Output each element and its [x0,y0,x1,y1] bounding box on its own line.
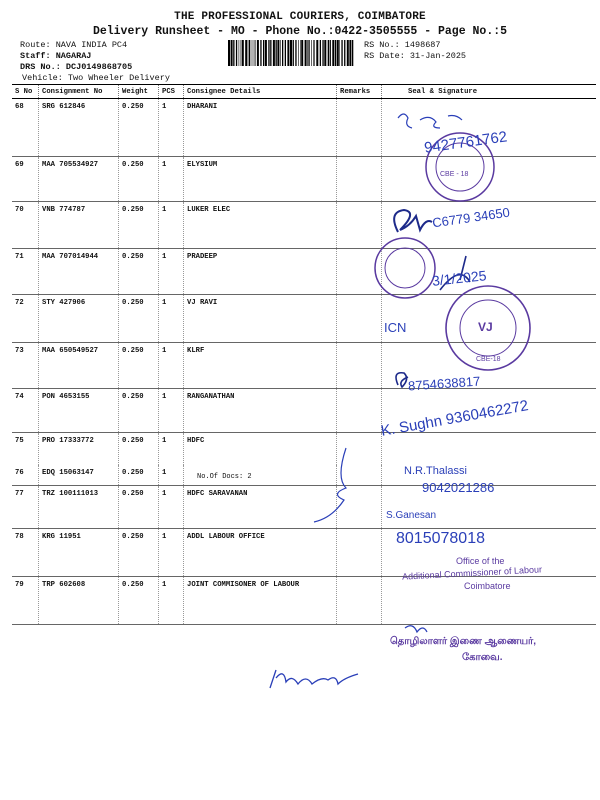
col-consignment: Consignment No [39,85,119,99]
barcode-bar [231,40,233,66]
staff-text: Staff: NAGARAJ [20,51,92,61]
cell-weight-text: 0.250 [122,468,144,477]
cell-consignee [184,295,337,343]
drs-text: DRS No.: DCJ0149868705 [20,62,133,72]
cell-signature [382,157,597,202]
cell-weight [119,343,159,389]
barcode-bar [228,40,230,66]
cell-sno [12,295,39,343]
barcode-bar [300,40,301,66]
barcode-bar [320,40,321,66]
barcode-image [228,40,355,66]
table-row [12,485,596,528]
cell-pcs [159,485,184,528]
col-pcs: PCS [159,85,184,99]
cell-consignee [184,202,337,249]
barcode-bar [233,40,234,66]
route-text: Route: NAVA INDIA PC4 [20,40,128,50]
barcode-bar [308,40,309,66]
cell-signature [382,528,597,576]
barcode-bar [273,40,275,66]
cell-remarks [337,528,382,576]
barcode-bar [293,40,294,66]
barcode-bar [305,40,307,66]
barcode-bar [263,40,264,66]
cell-remarks [337,389,382,433]
barcode-bar [313,40,314,66]
cell-consignee-text: ADDL LABOUR OFFICE [187,532,265,541]
cell-sno-text: 79 [15,580,24,589]
cell-consignment-text: PRO 17333772 [42,437,94,445]
barcode-bar [236,40,237,66]
cell-consignment-text: EDQ 15063147 [42,468,94,477]
barcode-bar [270,40,271,66]
cell-pcs [159,433,184,465]
cell-sno-text: 78 [15,532,24,541]
cell-pcs-text: 1 [162,161,167,169]
cell-signature [382,249,597,295]
cell-weight-text: 0.250 [122,347,144,355]
barcode-bar [316,40,318,66]
cell-consignment-text: TRP 602608 [42,580,86,589]
cell-pcs [159,343,184,389]
cell-weight [119,249,159,295]
cell-consignment [39,485,119,528]
col-signature: Seal & Signature [382,85,597,99]
table-row [12,433,596,465]
signature-73-number: 8754638817 [407,373,481,394]
barcode-bar [241,40,242,66]
cell-signature [382,433,597,465]
cell-weight-text: 0.250 [122,103,144,111]
cell-sno-text: 75 [15,437,24,445]
signature-77-number: 8015078018 [396,530,485,547]
cell-consignee-text: VJ RAVI [187,299,218,307]
cell-sno [12,99,39,157]
cell-consignee [184,576,337,624]
cell-weight-text: 0.250 [122,161,144,169]
barcode-bar [239,40,240,66]
cell-consignee [184,157,337,202]
cell-remarks [337,157,382,202]
cell-weight [119,465,159,486]
vehicle-text: Vehicle: Two Wheeler Delivery [22,73,170,83]
table-row [12,528,596,576]
table-row [12,465,596,486]
cell-pcs [159,465,184,486]
cell-consignment [39,528,119,576]
cell-remarks [337,295,382,343]
barcode-bar [341,40,342,66]
barcode-bar [280,40,281,66]
cell-consignee-text: ELYSIUM [187,161,218,169]
barcode-bar [290,40,292,66]
cell-consignment [39,389,119,433]
cell-consignee-text: JOINT COMMISONER OF LABOUR [187,580,300,589]
cell-consignment [39,576,119,624]
cell-sno-text: 68 [15,103,24,111]
cell-weight [119,157,159,202]
cell-sno-text: 73 [15,347,24,355]
cell-consignee [184,389,337,433]
barcode-bar [285,40,286,66]
cell-pcs-text: 1 [162,437,167,445]
cell-consignee [184,249,337,295]
barcode-bar [332,40,334,66]
barcode-bar [268,40,269,66]
barcode-bar [255,40,256,66]
cell-pcs-text: 1 [162,103,167,111]
cell-sno [12,485,39,528]
col-consignee: Consignee Details [184,85,337,99]
cell-consignment-text: SRG 612846 [42,103,86,111]
barcode-bar [260,40,261,66]
cell-pcs [159,249,184,295]
cell-consignment-text: MAA 705534927 [42,161,99,169]
table-row [12,295,596,343]
cell-sno [12,433,39,465]
cell-consignment-text: VNB 774787 [42,206,86,214]
cell-consignment [39,99,119,157]
cell-pcs-text: 1 [162,532,167,541]
cell-remarks [337,485,382,528]
barcode-bar [287,40,289,66]
barcode-bar [265,40,267,66]
cell-consignee [184,465,337,486]
barcode-bar [301,40,303,66]
labour-stamp-line1: Office of the [456,556,505,566]
company-title: THE PROFESSIONAL COURIERS, COIMBATORE [174,11,426,23]
meta-right [364,40,466,62]
cell-weight [119,202,159,249]
cell-consignee-text: RANGANATHAN [187,393,235,401]
cell-weight-text: 0.250 [122,437,144,445]
cell-weight-text: 0.250 [122,253,144,261]
cell-sno-text: 76 [15,468,24,477]
cell-weight [119,295,159,343]
barcode-bar [322,40,323,66]
cell-pcs-text: 1 [162,580,167,589]
cell-remarks [337,576,382,624]
cell-pcs [159,202,184,249]
barcode-bar [254,40,255,66]
cell-weight [119,389,159,433]
barcode-bar [242,40,244,66]
signature-69-number: 9427761762 [423,128,509,157]
cell-signature [382,465,597,486]
cell-remarks [337,343,382,389]
barcode-bar [245,40,247,66]
cell-pcs-text: 1 [162,468,167,477]
signature-76-number: 9042021286 [422,480,495,495]
cell-consignment [39,295,119,343]
barcode-bar [349,40,351,66]
cell-signature [382,343,597,389]
jcl-stamp-line2: கோவை. [462,652,503,663]
cell-pcs-text: 1 [162,347,167,355]
cell-sno [12,389,39,433]
cell-signature [382,389,597,433]
cell-consignment [39,249,119,295]
barcode-bar [347,40,349,66]
barcode-bar [248,40,249,66]
cell-consignee-text: HDFC [187,437,205,445]
cell-consignee [184,433,337,465]
vj-stamp-city: CBE-18 [476,356,501,363]
signature-70-text: C6779 34650 [431,204,511,231]
jcl-stamp-line1: தொழிலாளர் இணை ஆணையர், [390,636,537,647]
cell-consignment [39,433,119,465]
cell-pcs [159,157,184,202]
cell-sno-text: 71 [15,253,24,261]
signature-79 [405,626,427,632]
footer-signature [270,670,358,688]
table-row [12,157,596,202]
cell-weight [119,576,159,624]
cell-remarks [337,99,382,157]
cell-consignment [39,157,119,202]
cell-weight-text: 0.250 [122,532,144,541]
cell-sno [12,343,39,389]
cell-consignment-text: MAA 650549527 [42,347,99,355]
docs-count: No.Of Docs: 2 [197,472,252,481]
cell-remarks [337,433,382,465]
labour-stamp-line2: Additional Commissioner of Labour [401,564,543,582]
cell-pcs [159,389,184,433]
table-row [12,202,596,249]
cell-consignee-text: HDFC SARAVANAN [187,489,248,498]
cell-consignee-text: KLRF [187,347,205,355]
cell-sno [12,465,39,486]
cell-weight-text: 0.250 [122,489,144,498]
barcode-bar [282,40,283,66]
cell-pcs-text: 1 [162,393,167,401]
barcode-bar [324,40,326,66]
barcode-bar [352,40,353,66]
barcode-bar [330,40,331,66]
cell-consignee-text: LUKER ELEC [187,206,231,214]
col-remarks: Remarks [337,85,382,99]
cell-consignment [39,465,119,486]
cell-consignment-text: TRZ 100111013 [42,489,99,498]
cell-weight-text: 0.250 [122,580,144,589]
cell-signature [382,295,597,343]
barcode-bar [339,40,340,66]
cell-pcs-text: 1 [162,206,167,214]
cell-consignee [184,343,337,389]
cell-pcs-text: 1 [162,253,167,261]
barcode-bar [276,40,277,66]
cell-consignment-text: PON 4653155 [42,393,90,401]
cell-consignee-text: DHARANI [187,103,218,111]
runsheet-table [12,84,596,625]
barcode-bar [311,40,312,66]
cell-weight-text: 0.250 [122,393,144,401]
barcode-bar [344,40,345,66]
table-row [12,99,596,157]
barcode-bar [277,40,279,66]
barcode-bar [335,40,336,66]
cell-remarks [337,465,382,486]
col-weight: Weight [119,85,159,99]
cell-weight [119,485,159,528]
meta-left [20,40,170,84]
cell-consignee-text: PRADEEP [187,253,218,261]
cell-pcs [159,528,184,576]
cell-consignee [184,485,337,528]
cell-signature [382,99,597,157]
cell-sno [12,576,39,624]
cell-signature [382,202,597,249]
cell-signature [382,576,597,624]
cell-consignment-text: KRG 11951 [42,532,81,541]
rs-date-text: RS Date: 31-Jan-2025 [364,51,467,61]
cell-consignment-text: STY 427906 [42,299,86,307]
cell-sno [12,157,39,202]
cell-sno [12,249,39,295]
barcode-bar [328,40,329,66]
cell-pcs [159,576,184,624]
cell-pcs-text: 1 [162,299,167,307]
cell-sno-text: 74 [15,393,24,401]
cell-consignment-text: MAA 707014944 [42,253,99,261]
rs-no-text: RS No.: 1498687 [364,40,441,50]
cell-sno-text: 72 [15,299,24,307]
signature-76-name: N.R.Thalassi [404,465,467,477]
cell-consignee [184,528,337,576]
barcode-bar [298,40,299,66]
col-sno: S No [12,85,39,99]
cell-weight [119,99,159,157]
signature-71-date: 3/1/2025 [431,267,488,289]
cell-consignment [39,202,119,249]
signature-72-text: ICN [384,320,407,335]
table-row [12,576,596,624]
cell-consignee [184,99,337,157]
vj-stamp-mark: VJ [478,320,493,334]
cell-signature [382,485,597,528]
construction-stamp-city: CBE - 18 [440,171,469,178]
cell-pcs-text: 1 [162,489,167,498]
cell-weight [119,433,159,465]
cell-weight-text: 0.250 [122,299,144,307]
cell-sno-text: 69 [15,161,24,169]
cell-sno-text: 77 [15,489,24,498]
cell-sno [12,528,39,576]
signature-74-text: K. Sughn 9360462272 [379,397,530,440]
table-row [12,343,596,389]
signature-77-name: S.Ganesan [386,510,437,521]
cell-weight-text: 0.250 [122,206,144,214]
table-header-row [12,85,596,99]
cell-sno [12,202,39,249]
runsheet-subtitle: Delivery Runsheet - MO - Phone No.:0422-3505555 - Page No.:5 [92,25,508,38]
cell-weight [119,528,159,576]
cell-pcs [159,295,184,343]
barcode-bar [249,40,250,66]
cell-pcs [159,99,184,157]
barcode-bar [257,40,259,66]
cell-sno-text: 70 [15,206,24,214]
barcode-bar [314,40,315,66]
barcode-bar [337,40,339,66]
cell-remarks [337,249,382,295]
labour-stamp-line3: Coimbatore [464,581,511,591]
barcode-bar [307,40,308,66]
table-row [12,389,596,433]
barcode-bar [252,40,253,66]
table-row [12,249,596,295]
cell-remarks [337,202,382,249]
cell-consignment [39,343,119,389]
barcode-bar [295,40,296,66]
